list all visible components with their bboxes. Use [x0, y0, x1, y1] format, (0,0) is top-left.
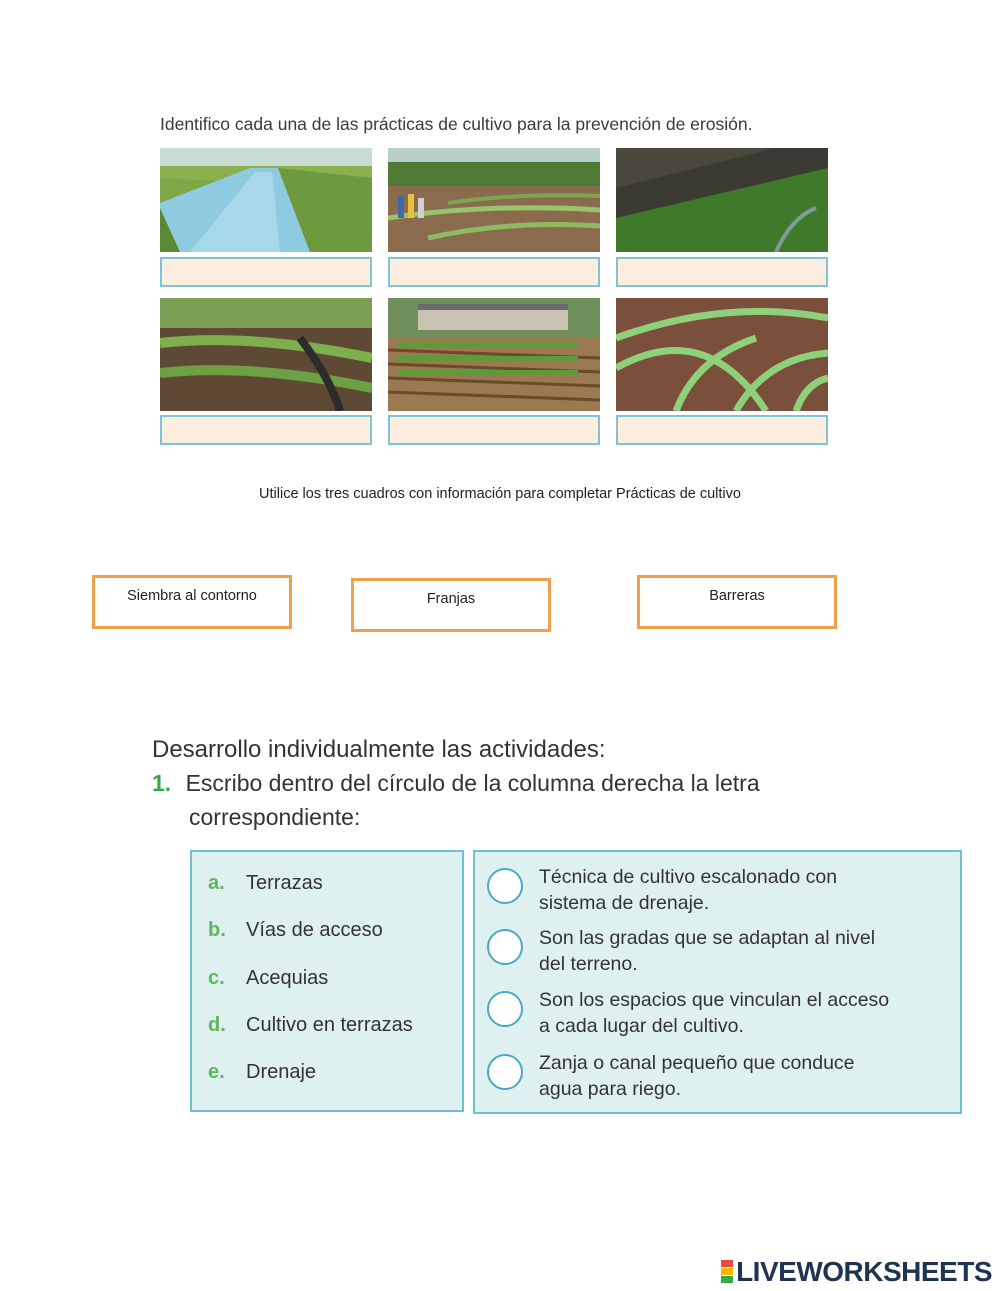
definition-text	[539, 1050, 959, 1102]
info-box-label: Franjas	[426, 591, 476, 607]
answer-box-5[interactable]	[388, 415, 600, 445]
option-b	[208, 919, 383, 942]
definition-line: a cada lugar del cultivo.	[539, 1015, 744, 1037]
curved-crop-rows-photo	[616, 298, 828, 411]
option-text: Acequias	[246, 967, 329, 989]
option-c	[208, 967, 328, 990]
option-letter: b.	[208, 919, 226, 941]
options-panel	[190, 850, 464, 1112]
option-e	[208, 1061, 316, 1084]
question-line-1	[152, 770, 760, 797]
logo-text: LIVEWORKSHEETS	[736, 1256, 992, 1287]
info-box-label: Siembra al contorno	[127, 588, 257, 604]
answer-circle-3[interactable]	[487, 991, 523, 1027]
info-box-siembra	[92, 575, 292, 629]
option-text: Terrazas	[246, 872, 323, 894]
logo-block	[721, 1276, 733, 1283]
answer-circle-1[interactable]	[487, 868, 523, 904]
definition-text	[539, 864, 959, 916]
logo-icon	[721, 1260, 733, 1284]
question-line-2: correspondiente:	[189, 804, 361, 830]
option-letter: e.	[208, 1061, 225, 1083]
worksheet-title: Identifico cada una de las prácticas de cultivo para la prevención de erosión.	[160, 114, 753, 134]
answer-box-3[interactable]	[616, 257, 828, 287]
option-letter: c.	[208, 967, 225, 989]
answer-box-4[interactable]	[160, 415, 372, 445]
definition-text	[539, 925, 959, 977]
definition-line: Son las gradas que se adaptan al nivel	[539, 927, 876, 949]
question-number: 1.	[152, 770, 172, 796]
info-box-barreras	[637, 575, 837, 629]
contour-hillside-photo	[616, 148, 828, 252]
instruction-text: Utilice los tres cuadros con información para completar Prácticas de cultivo	[259, 486, 741, 502]
definition-text	[539, 987, 959, 1039]
answer-box-6[interactable]	[616, 415, 828, 445]
logo-block	[721, 1260, 733, 1267]
liveworksheets-logo[interactable]	[721, 1256, 992, 1288]
definition-line: Son los espacios que vinculan el acceso	[539, 989, 890, 1011]
definition-line: Técnica de cultivo escalonado con	[539, 866, 838, 888]
answer-box-2[interactable]	[388, 257, 600, 287]
option-text: Cultivo en terrazas	[246, 1014, 413, 1036]
option-text: Drenaje	[246, 1061, 317, 1083]
logo-block	[721, 1268, 733, 1275]
definition-line: del terreno.	[539, 953, 638, 975]
option-text: Vías de acceso	[246, 919, 383, 941]
option-letter: a.	[208, 872, 225, 894]
answer-circle-2[interactable]	[487, 929, 523, 965]
option-letter: d.	[208, 1014, 226, 1036]
definitions-panel	[473, 850, 962, 1114]
section-heading: Desarrollo individualmente las actividades:	[152, 736, 606, 763]
question-text: Escribo dentro del círculo de la columna derecha la letra	[185, 770, 760, 796]
definition-line: sistema de drenaje.	[539, 892, 710, 914]
irrigation-canal-photo	[160, 148, 372, 252]
info-box-franjas	[351, 578, 551, 632]
definition-line: Zanja o canal pequeño que conduce	[539, 1052, 855, 1074]
definition-line: agua para riego.	[539, 1078, 682, 1100]
wooden-terraces-photo	[388, 298, 600, 411]
terraced-rows-photo	[160, 298, 372, 411]
people-furrows-photo	[388, 148, 600, 252]
info-box-label: Barreras	[709, 588, 765, 604]
answer-circle-4[interactable]	[487, 1054, 523, 1090]
answer-box-1[interactable]	[160, 257, 372, 287]
option-a	[208, 872, 323, 895]
option-d	[208, 1014, 413, 1037]
